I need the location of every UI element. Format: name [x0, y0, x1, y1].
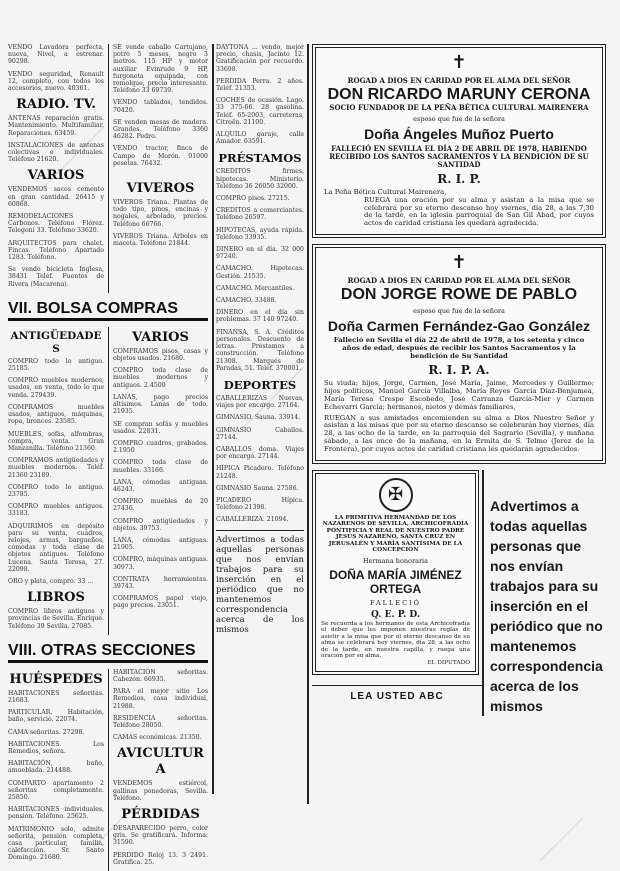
classified-ad: COMPRO libros antiguos y provincias de Sevilla. Enrique. Teléfono 39 Sevilla. 27085.: [8, 608, 104, 630]
classified-ad: CREDITOS firmes, hipotecas. Ministerio. Teléfono 36 26050 32000.: [216, 168, 304, 190]
classified-ad: LANAS, pago precios altísimos. Lanas de todo. 21935.: [113, 393, 208, 416]
deceased-name: DON RICARDO MARUNY CERONA: [327, 86, 591, 103]
banner-otras-secciones: VIII. OTRAS SECCIONES: [8, 641, 208, 663]
classified-ad: COMPARTO apartamento 2 señoritas completamente. 25850.: [8, 779, 104, 801]
column-1-bottom: [8, 669, 108, 871]
deceased-role: Hermana honoraria: [362, 556, 429, 565]
classified-ad: HABITACIÓN, baño, amueblada. 214488.: [8, 760, 104, 775]
classified-ad: SE compran sofás y muebles usados. 22831.: [113, 420, 208, 435]
notice-from: La Peña Bética Cultural Mairenera,: [324, 188, 447, 196]
classified-ad: COMPRO toda clase de muebles. 33166.: [113, 459, 208, 474]
heading-avicultura: AVICULTURA: [117, 746, 204, 778]
obituaries-area: [312, 44, 606, 716]
classified-ad: REMODELACIONES Carbonos. Teléfono Flórez. Telegoní 33. Teléfono 33620.: [8, 213, 104, 235]
cross-icon: ✝: [451, 251, 467, 273]
heading-perdidas: PÉRDIDAS: [121, 807, 200, 822]
classified-ad: HABITACIONES. Los Remedios, señora.: [8, 740, 104, 755]
classified-ad: COMPRO muebles de 20 27436.: [113, 498, 208, 513]
classified-ad: COMPRO todo lo antiguo. 23785.: [8, 483, 104, 498]
classified-ad: CABALLOS doma. Viajes por encargo. 27144.: [216, 445, 304, 461]
classified-ad: COMPRAMOS antigüedades y muebles modernos. Teléf. 21360 23189.: [8, 457, 104, 479]
classified-ad: CABALLERIZA. 21094.: [216, 516, 289, 524]
classified-list: [113, 825, 208, 866]
classified-ad: VIVEROS Triana. Árboles en maceta. Teléfono 21844.: [113, 232, 208, 248]
classified-list: [113, 669, 208, 742]
notice-text: RUEGAN a sus amistades encomienden su alma a Dios Nuestro Señor y asistan a las misas que por su eterno descanso se celebrarán hoy viernes, día 28, a las ocho de la tarde, en la parroquia del Sagrario (Sevilla), y mañana sábado, a las once de la mañana, en la Ermita de S. Telmo (Jerez de la Frontera), por cuyos actos de caridad cristiana les quedarán agradecidos.: [324, 413, 594, 453]
notice-text: RUEGA una oración por su alma y asistan a la misa que se celebrará por su eterno descanso hoy viernes, día 28, a las 7,30 de la tarde, en la iglesia parroquial de San Gil Abad, por cuyos actos de caridad cristiana les quedará agradecida.: [364, 195, 594, 228]
death-info: FALLECIÓ EN SEVILLA EL DÍA 2 DE ABRIL DE 1978, HABIENDO RECIBIDO LOS SANTOS SACRAMENTOS Y LA BENDICIÓN DE SU SANTIDAD: [329, 144, 589, 169]
classified-ad: ANTENAS reparación gratis. Mantenimiento. Multifamiliar. Reparaciones. 63459.: [8, 115, 104, 137]
classified-ad: CAMA señoritas. 27298.: [8, 728, 85, 736]
classified-list: [113, 44, 208, 167]
rip: R. I. P. A.: [428, 363, 490, 378]
column-3: [216, 44, 304, 635]
death-info: FALLECIÓ: [370, 598, 421, 607]
banner-bolsa-compras: VII. BOLSA COMPRAS: [8, 299, 208, 321]
classified-ad: GIMNASIO. Sauna. 33914.: [216, 414, 301, 422]
family-list: Su viuda; hijos, Jorge, Carmen, José María, Jaime, Mercedes y Guillermo; hijos políticos, Manuel García Villalba, María Reyes García Díaz-Benjumea, María Teresa Crespo Escobedo, José Carranza García-Mier y Carmen Echevarri García; hermanos, nietos y demás familiares,: [324, 379, 594, 411]
classified-ad: COMPRAMOS muebles usados, antiguos, máquinas, ropa, bronces. 23585.: [8, 403, 104, 426]
rip: R. I. P.: [437, 172, 481, 186]
classified-list: [216, 395, 304, 524]
column-divider: [212, 44, 214, 794]
classified-ad: VENDEMOS estiércol, gallinas ponedoras, Sevilla. Teléfono.: [113, 780, 208, 802]
classified-ad: COMPRAMOS pisos, casas y objetos usados. 21680.: [113, 347, 208, 363]
column-1-top: [8, 44, 108, 293]
classified-list: [8, 608, 104, 630]
classified-ad: CAMACHO. 33488.: [216, 297, 277, 305]
obituary-lead: ROGAD A DIOS EN CARIDAD POR EL ALMA DEL SEÑOR: [347, 76, 571, 85]
classified-ad: CREDITOS a comerciantes. Teléfono 26597.: [216, 207, 304, 222]
classified-ad: SE venden mesas de madera. Grandes. Teléfono 3360 46282. Pedro.: [113, 118, 208, 141]
heading-libros: LIBROS: [27, 590, 85, 606]
deceased-title: SOCIO FUNDADOR DE LA PEÑA BÉTICA CULTURAL MAIRENERA: [329, 103, 589, 112]
left-classifieds: [8, 44, 208, 871]
deceased-name: DON JORGE ROWE DE PABLO: [340, 285, 578, 303]
column-2-bottom: [108, 669, 208, 871]
spouse-name: Doña Ángeles Muñoz Puerto: [364, 126, 554, 142]
obituary-column: [312, 470, 484, 716]
classified-ad: GIMNASIO Sauna. 27586.: [216, 484, 299, 492]
classified-ad: PARTICULAR. Habitación, baño, servicio. 22074.: [8, 709, 104, 724]
classified-ad: ARQUITECTOS para chalet. Fincas. Teléfono Apartado 1283. Teléfono.: [8, 239, 104, 262]
heading-deportes: DEPORTES: [223, 377, 297, 392]
obituary-jorge-rowe: [312, 244, 606, 464]
classified-list: [8, 690, 104, 862]
obituary-ricardo-maruny: [312, 44, 606, 238]
heading-antiguedades: ANTIGÜEDADES: [10, 329, 102, 355]
classified-list: [113, 348, 208, 610]
heading-huespedes: HUÉSPEDES: [9, 671, 103, 687]
classified-ad: MUEBLES, sofás, alfombras, compra, venta. Gran Manzanilla. Teléfono 21360.: [8, 430, 104, 452]
classified-ad: CABALLERIZAS Nuevas, viajes por encargo. 27164.: [216, 394, 304, 410]
classified-ad: GIMNASIO Caballos. 27144.: [216, 426, 304, 441]
classified-list: [113, 199, 208, 247]
classified-ad: PERDIDA Perra. 2 años. Teléf. 21353.: [216, 77, 304, 93]
classified-ad: VENDO tablados, tendidos. 70420.: [113, 99, 208, 114]
spouse-intro: esposo que fue de la señora: [413, 306, 505, 315]
classified-ad: ORO y plata, compro. 33 ...: [8, 577, 94, 585]
classified-ad: ADQUIRIMOS en depósito para su venta, cuadros, relojes, armas, bargueños, cómodas y toda clase de objetos antiguos. Teléfono Lucena. Santa Teresa, 27. 22098.: [8, 522, 104, 573]
classified-ad: COMPRO antigüedades y objetos. 39753.: [113, 517, 208, 532]
obituary-lead: ROGAD A DIOS EN CARIDAD POR EL ALMA DEL SEÑOR: [347, 275, 571, 285]
heading-varios: VARIOS: [27, 168, 85, 184]
heading-radio-tv: RADIO. TV.: [16, 97, 96, 113]
classified-ad: COMPRO muebles antiguos. 33183.: [8, 503, 104, 518]
spouse-name: Doña Carmen Fernández-Gao González: [327, 317, 591, 334]
classified-ad: COMPRO muebles modernos, usados, en venta, todo lo que venda. 279439.: [8, 377, 104, 399]
classified-ad: LANA, cómodas antiguas. 21905.: [113, 536, 208, 552]
column-divider: [307, 44, 309, 804]
obituary-lead: LA PRIMITIVA HERMANDAD DE LOS NAZARENOS DE SEVILLA, ARCHICOFRADÍA PONTIFICIA Y REAL DE NUESTRO PADRE JESÚS NAZARENO, SANTA CRUZ EN JERUSALÉN Y MARÍA SANTÍSIMA DE LA CONCEPCIÓN: [322, 514, 469, 554]
classified-ad: INSTALACIONES de antenas colectivas e individuales. Teléfono 21620.: [8, 141, 104, 164]
watermark-stroke: [540, 818, 583, 861]
heading-prestamos: PRÉSTAMOS: [218, 151, 302, 166]
classified-ad: CAMACHO. Hipotecas. Gestión. 21535.: [216, 265, 304, 280]
classified-ad: ALQUILO garaje, calle Amador. 63591.: [216, 131, 304, 146]
classified-ad: PICADERO Hípica. Teléfono 21398.: [216, 496, 304, 512]
classified-list: [8, 44, 104, 92]
spouse-intro: esposo que fue de la señora: [413, 115, 505, 123]
classified-ad: SE vende caballo Cartujano, potro 5 meses, negro 3 metros. 115 HP y motor auxiliar Evinrude 9 HP, furgoneta equipada, con remolque, precio interesante. Teléfono 33 69739.: [113, 44, 208, 95]
bottom-right: [312, 470, 606, 716]
classified-ad: LANA, cómodas antiguas. 46243.: [113, 478, 208, 493]
classified-list: [216, 168, 304, 371]
notice-signature: EL DIPUTADO: [427, 659, 470, 666]
classified-ad: MATRIMONIO solo, admite señorita, pensión completa, casa particular, familia, calefacción. Sr. Santo Domingo. 21680.: [8, 825, 104, 862]
section-top: [8, 44, 208, 293]
heading-viveros: VIVEROS: [126, 181, 195, 197]
rip: Q. E. P. D.: [371, 609, 420, 620]
brotherhood-seal-icon: ✠: [379, 478, 413, 512]
classified-ad: PARA el mejor sitio Los Remedios, casa individual, 21988.: [113, 688, 208, 710]
classified-ad: COMPRAMOS papel viejo, pago precios. 23051.: [113, 595, 208, 610]
read-abc-slogan: LEA USTED ABC: [312, 685, 482, 702]
classified-ad: DESAPARECIDO perro, color gris. Se gratificará. Informa: 31590.: [113, 825, 208, 847]
classified-ad: DINERO en el día sin problemas. 37 140 97240.: [216, 309, 304, 324]
classified-ad: COMPRO, máquinas antiguas. 30973.: [113, 556, 208, 571]
classified-ad: FINANSA, S. A. Créditos personales. Descuento de letras. Préstamos a construcción. Teléfono 21308. Marqués de Paradas, 51. Teléf. 370001.: [216, 328, 304, 372]
classified-list: [8, 358, 104, 585]
section-middle: [8, 327, 208, 635]
classified-ad: COMPRO cuadros, grabados. 2.1950: [113, 439, 208, 455]
classified-ad: HIPOTECAS, ayuda rápida. Teléfono 33935.: [216, 226, 304, 241]
classified-list: [8, 115, 104, 163]
classified-list: [216, 44, 304, 145]
column-2-middle: [108, 327, 208, 635]
classified-ad: COMPRO todo lo antiguo. 25185.: [8, 357, 104, 373]
classified-ad: VENDO seguridad, Renault 12, completo, con todos los accesorios, nuevo. 40361.: [8, 70, 104, 93]
classified-ad: COCHES de ocasión. Lago. 33 375-66. 28 gasolina. Teléf. 65-2003, carreteras, Citroën. 21100.: [216, 97, 304, 126]
classified-list: [8, 186, 104, 287]
classified-ad: HABITACIONES señoritas. 21683.: [8, 689, 104, 704]
column-2-top: [108, 44, 208, 293]
correspondence-notice-small: Advertimos a todas aquellas personas que nos envían trabajos para su inserción en el periódico que no mantenemos correspondencia acerca de los mismos: [216, 530, 304, 635]
obituary-maria-jimenez: [312, 470, 479, 676]
section-bottom: [8, 669, 208, 871]
classified-ad: HABITACIONES individuales, pensión. Teléfono. 25625.: [8, 806, 104, 821]
classified-ad: HÍPICA Picadero. Teléfono 21248.: [216, 465, 304, 480]
cross-icon: ✝: [451, 52, 467, 73]
classified-ad: CAMACHO. Mercantiles.: [216, 284, 295, 292]
classified-ad: HABITACIÓN señoritas. Cabezón. 66935.: [113, 668, 208, 683]
classified-ad: DAYTONA ... vendo, mejor precio, chasis, Jacinto 12. Gratificación por recuerdo. 33698.: [216, 44, 304, 73]
deceased-name: DOÑA MARÍA JIMÉNEZ ORTEGA: [329, 567, 462, 596]
classified-ad: RESIDENCIA señoritas. Teléfono 28050.: [113, 714, 208, 729]
classified-ad: CAMAS económicas. 21350.: [113, 734, 202, 742]
classified-ad: VIVEROS Triana. Plantas de todo tipo, pinos, encinas y nogales, arbolado, precios. Teléfono 66766.: [113, 199, 208, 228]
correspondence-notice-large: Advertimos a todas aquellas personas que nos envían trabajos para su inserción en el periódico que no mantenemos correspondencia acerca de los mismos: [490, 497, 603, 714]
death-info: Falleció en Sevilla el día 22 de abril de 1978, a los setenta y cinco años de edad, después de recibir los Santos Sacramentos y la bendición de Su Santidad: [333, 335, 585, 360]
classified-ad: DINERO en el día. 32 000 97240.: [216, 246, 304, 261]
column-1-middle: [8, 327, 108, 635]
classified-ad: COMPRO pisos. 27215.: [216, 195, 290, 203]
classified-ad: VENDEMOS sacos cemento en gran cantidad. 26415 y 60868.: [8, 186, 104, 208]
heading-varios-compras: VARIOS: [132, 329, 189, 345]
classified-ad: COMPRO toda clase de muebles modernos y antiguos. 2.4500: [113, 367, 208, 389]
classified-ad: PERDIDO Reloj 13. 3 2491. Gratifica. 25.: [113, 851, 208, 866]
classified-ad: VENDO Lavadora perfecta, nueva, Nivel, a estrenar. 90298.: [8, 44, 104, 66]
classified-list: [113, 780, 208, 802]
classified-ad: Se vende bicicleta Inglesa, 38431 Teléf. Fuentes de Rivera (Macarena).: [8, 266, 104, 288]
classified-ad: VENDO tractor, finca de Campo de Morón. 91000 pesetas. 76432.: [113, 145, 208, 167]
notice-text: Se recuerda a los hermanos de esta Archicofradía el deber que les imponen nuestras reglas de asistir a la misa que por el eterno descanso de su alma se celebrará hoy viernes, día 28, a las ocho de la tarde, en nuestra capilla, y ruega una oración por su alma.: [321, 620, 470, 660]
classified-ad: CONTRATA herramientas. 39743.: [113, 575, 208, 590]
